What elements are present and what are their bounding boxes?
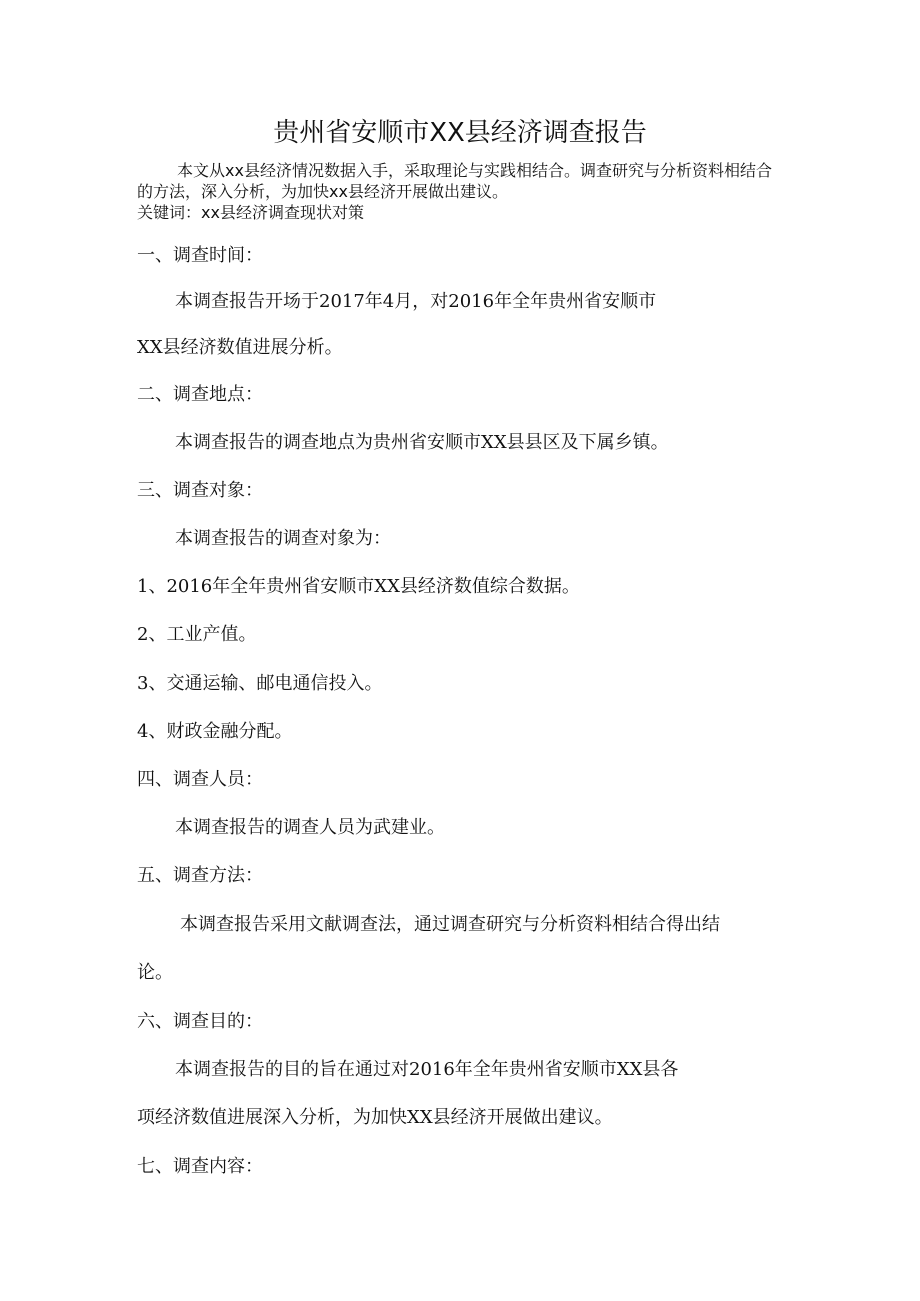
section-text: 本调查报告采用文献调查法，通过调查研究与分析资料相结合得出结 <box>180 914 720 935</box>
list-item: 4、财政金融分配。 <box>137 721 293 742</box>
section-text: 本调查报告的调查对象为： <box>175 528 391 549</box>
section-heading-method: 五、调查方法： <box>137 865 263 886</box>
section-heading-location: 二、调查地点： <box>137 384 263 405</box>
section-text: 本调查报告的目的旨在通过对2016年全年贵州省安顺市XX县各 <box>175 1059 679 1080</box>
abstract-block <box>137 160 787 223</box>
abstract-text: 本文从xx县经济情况数据入手，采取理论与实践相结合。调查研究与分析资料相结合的方法，深入分析，为加快xx县经济开展做出建议。 <box>137 161 772 201</box>
section-text: 本调查报告的调查人员为武建业。 <box>175 817 445 838</box>
list-item: 3、交通运输、邮电通信投入。 <box>137 673 383 694</box>
keywords-line: 关键词：xx县经济调查现状对策 <box>137 203 364 222</box>
section-text: 本调查报告开场于2017年4月，对2016年全年贵州省安顺市 <box>175 291 657 312</box>
list-item: 2、工业产值。 <box>137 624 257 645</box>
section-text: 本调查报告的调查地点为贵州省安顺市XX县县区及下属乡镇。 <box>175 432 669 453</box>
section-text: 项经济数值进展深入分析，为加快XX县经济开展做出建议。 <box>137 1107 613 1128</box>
section-heading-purpose: 六、调查目的： <box>137 1011 263 1032</box>
list-item: 1、2016年全年贵州省安顺市XX县经济数值综合数据。 <box>137 576 580 597</box>
document-title: 贵州省安顺市XX县经济调查报告 <box>273 118 647 148</box>
section-text: 论。 <box>137 962 173 983</box>
section-heading-time: 一、调查时间： <box>137 245 263 266</box>
section-heading-subject: 三、调查对象： <box>137 480 263 501</box>
section-heading-content: 七、调查内容： <box>137 1156 263 1177</box>
section-text: XX县经济数值进展分析。 <box>137 337 343 358</box>
section-heading-personnel: 四、调查人员： <box>137 769 263 790</box>
